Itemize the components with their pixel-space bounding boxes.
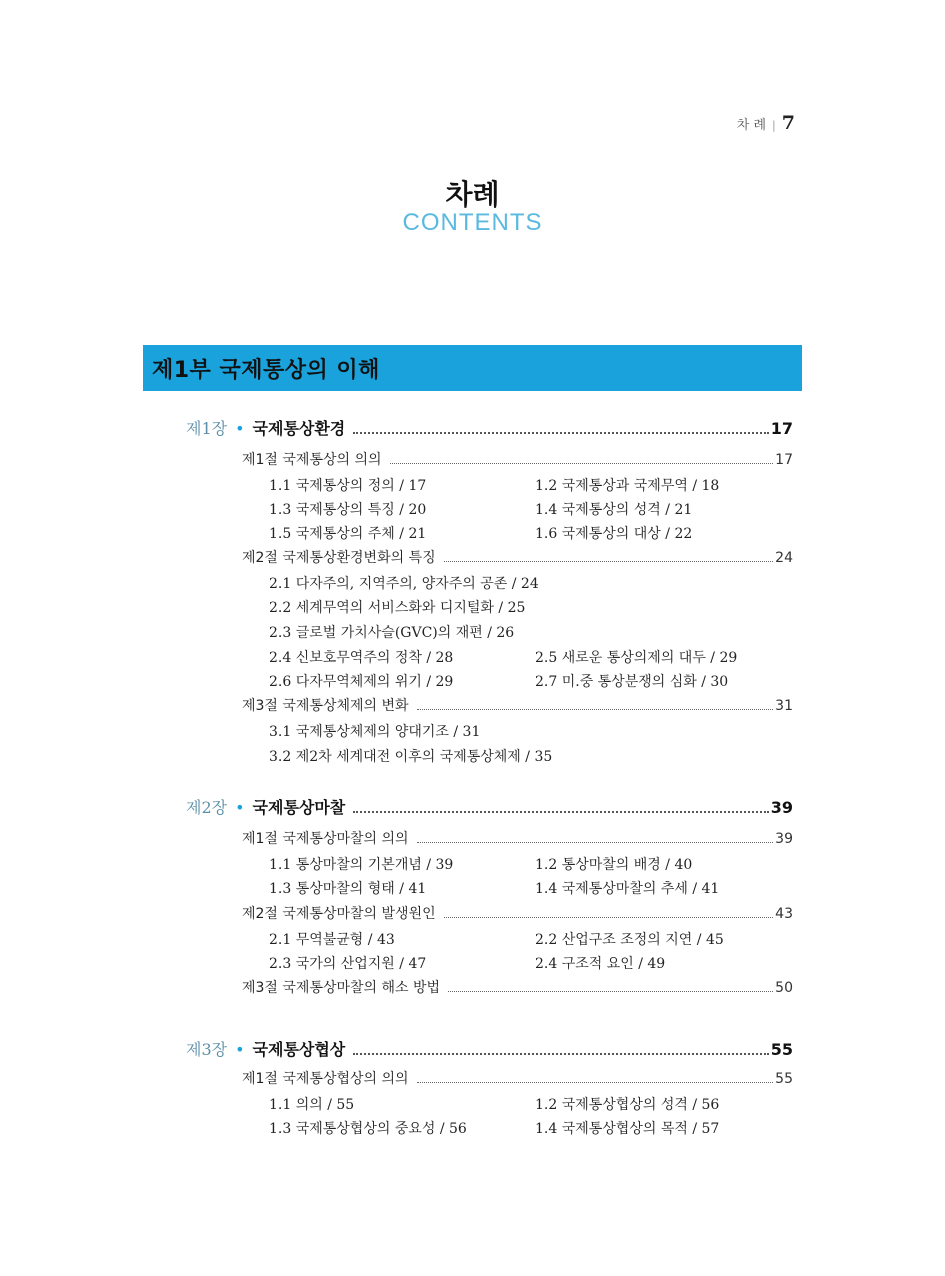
chapter-title: 국제통상환경 (252, 419, 346, 438)
chapter-page: 39 (770, 798, 793, 817)
section-page: 17 (775, 452, 793, 468)
section-title: 제1절 국제통상의 의의 (242, 452, 382, 468)
toc-item[interactable]: 1.4 국제통상협상의 목적 / 57 (535, 1121, 720, 1137)
toc-section-1-3[interactable] (242, 695, 793, 715)
dot-leader (417, 842, 774, 843)
toc-item[interactable]: 2.2 세계무역의 서비스화와 디지털화 / 25 (269, 600, 526, 616)
section-title: 제3절 국제통상체제의 변화 (242, 698, 409, 714)
chapter-title: 국제통상협상 (252, 1040, 346, 1059)
toc-item[interactable]: 2.4 구조적 요인 / 49 (535, 956, 666, 972)
toc-item[interactable]: 1.2 국제통상과 국제무역 / 18 (535, 478, 720, 494)
dot-leader (353, 432, 768, 434)
toc-item[interactable]: 2.5 새로운 통상의제의 대두 / 29 (535, 650, 738, 666)
toc-item[interactable]: 1.5 국제통상의 주체 / 21 (269, 526, 427, 542)
dot-leader (417, 1082, 774, 1083)
running-head-divider: | (772, 119, 776, 132)
toc-item[interactable]: 1.1 통상마찰의 기본개념 / 39 (269, 857, 454, 873)
dot-leader (444, 917, 774, 918)
toc-chapter-3[interactable] (186, 1037, 793, 1060)
toc-item[interactable]: 3.1 국제통상체제의 양대기조 / 31 (269, 724, 481, 740)
bullet-icon: • (235, 798, 245, 817)
toc-section-2-2[interactable] (242, 903, 793, 923)
chapter-number: 제2장 (186, 798, 228, 817)
dot-leader (444, 561, 774, 562)
section-title: 제3절 국제통상마찰의 해소 방법 (242, 980, 441, 996)
page-title (0, 180, 945, 236)
toc-item[interactable]: 3.2 제2차 세계대전 이후의 국제통상체제 / 35 (269, 749, 553, 765)
toc-item[interactable]: 1.4 국제통상마찰의 추세 / 41 (535, 881, 720, 897)
toc-chapter-1[interactable] (186, 416, 793, 439)
bullet-icon: • (235, 1040, 245, 1059)
dot-leader (353, 1053, 768, 1055)
toc-item[interactable]: 1.3 국제통상협상의 중요성 / 56 (269, 1121, 467, 1137)
part-banner (143, 345, 802, 391)
section-page: 24 (775, 550, 793, 566)
chapter-page: 55 (770, 1040, 793, 1059)
section-page: 50 (775, 980, 793, 996)
toc-item[interactable]: 2.1 다자주의, 지역주의, 양자주의 공존 / 24 (269, 576, 539, 592)
section-title: 제2절 국제통상환경변화의 특징 (242, 550, 436, 566)
chapter-page: 17 (770, 419, 793, 438)
part-title: 제1부 국제통상의 이해 (152, 357, 380, 383)
title-english: CONTENTS (402, 209, 543, 236)
toc-item[interactable]: 1.1 의의 / 55 (269, 1097, 355, 1113)
toc-item[interactable]: 2.7 미.중 통상분쟁의 심화 / 30 (535, 674, 729, 690)
toc-section-2-3[interactable] (242, 977, 793, 997)
toc-section-1-1[interactable] (242, 449, 793, 469)
section-title: 제1절 국제통상협상의 의의 (242, 1071, 409, 1087)
toc-item[interactable]: 1.6 국제통상의 대상 / 22 (535, 526, 693, 542)
toc-item[interactable]: 1.1 국제통상의 정의 / 17 (269, 478, 427, 494)
section-page: 31 (775, 698, 793, 714)
section-page: 55 (775, 1071, 793, 1087)
toc-item[interactable]: 1.2 통상마찰의 배경 / 40 (535, 857, 693, 873)
toc-chapter-2[interactable] (186, 795, 793, 818)
chapter-number: 제3장 (186, 1040, 228, 1059)
toc-item[interactable]: 1.3 통상마찰의 형태 / 41 (269, 881, 427, 897)
dot-leader (353, 811, 768, 813)
section-page: 39 (775, 831, 793, 847)
dot-leader (417, 709, 774, 710)
toc-item[interactable]: 1.2 국제통상협상의 성격 / 56 (535, 1097, 720, 1113)
toc-item[interactable]: 2.6 다자무역체제의 위기 / 29 (269, 674, 454, 690)
bullet-icon: • (235, 419, 245, 438)
toc-item[interactable]: 2.4 신보호무역주의 정착 / 28 (269, 650, 454, 666)
section-page: 43 (775, 906, 793, 922)
dot-leader (390, 463, 774, 464)
running-head (737, 112, 795, 134)
toc-section-3-1[interactable] (242, 1068, 793, 1088)
toc-item[interactable]: 1.3 국제통상의 특징 / 20 (269, 502, 427, 518)
section-title: 제1절 국제통상마찰의 의의 (242, 831, 409, 847)
toc-section-1-2[interactable] (242, 547, 793, 567)
section-title: 제2절 국제통상마찰의 발생원인 (242, 906, 436, 922)
toc-item[interactable]: 1.4 국제통상의 성격 / 21 (535, 502, 693, 518)
running-head-label: 차 례 (736, 118, 767, 133)
toc-item[interactable]: 2.3 국가의 산업지원 / 47 (269, 956, 427, 972)
toc-item[interactable]: 2.2 산업구조 조정의 지연 / 45 (535, 932, 724, 948)
chapter-title: 국제통상마찰 (252, 798, 346, 817)
toc-section-2-1[interactable] (242, 828, 793, 848)
toc-item[interactable]: 2.3 글로벌 가치사슬(GVC)의 재편 / 26 (269, 625, 515, 641)
dot-leader (448, 991, 773, 992)
chapter-number: 제1장 (186, 419, 228, 438)
page-number: 7 (781, 112, 795, 134)
toc-item[interactable]: 2.1 무역불균형 / 43 (269, 932, 395, 948)
title-korean: 차례 (445, 178, 500, 211)
